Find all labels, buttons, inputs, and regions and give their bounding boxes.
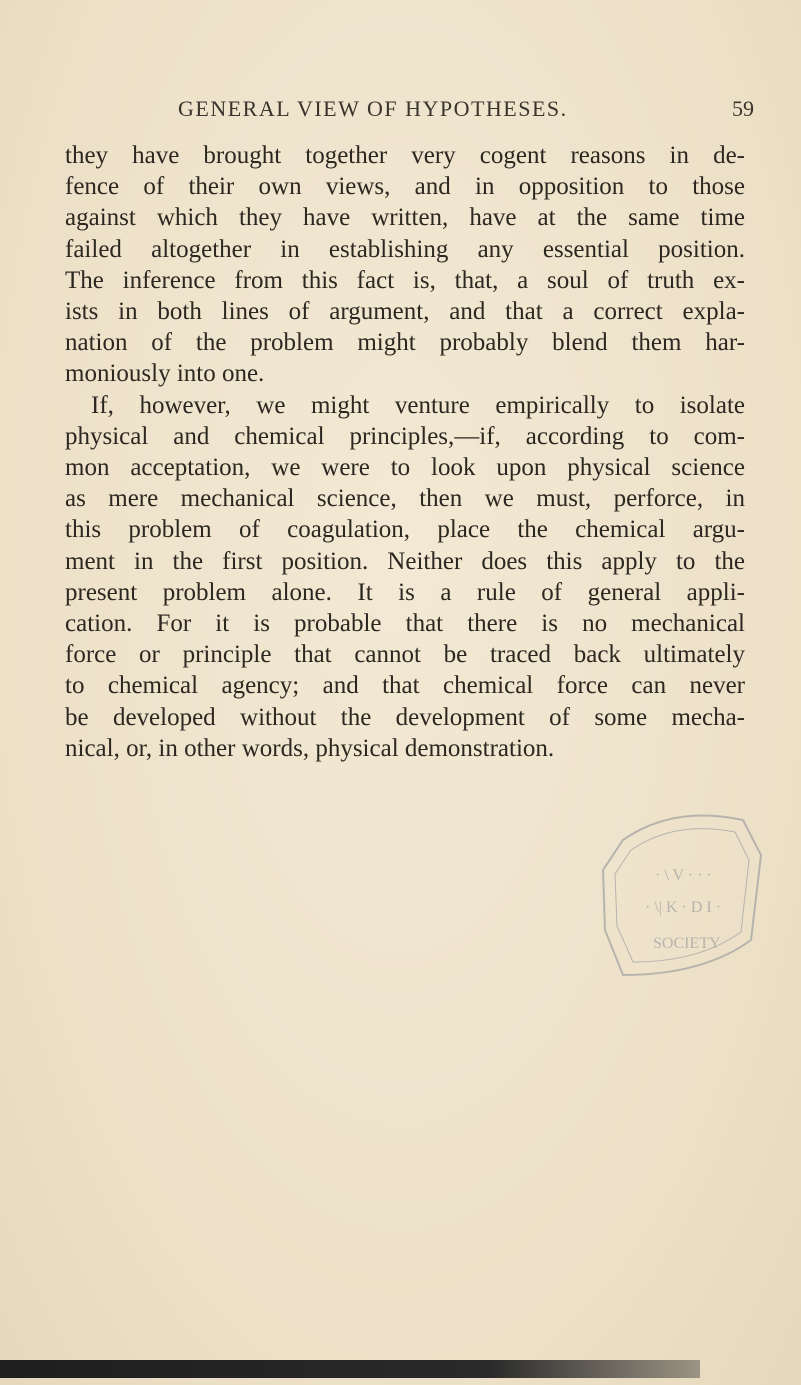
library-stamp-icon bbox=[593, 800, 767, 982]
text-line: fence of their own views, and in opposition to those bbox=[65, 173, 745, 201]
text-line: cation. For it is probable that there is no mechanical bbox=[65, 610, 745, 638]
text-line: ment in the first position. Neither does this apply to the bbox=[65, 547, 745, 575]
text-line: mon acceptation, we were to look upon physical science bbox=[65, 454, 745, 482]
paragraph-1 bbox=[65, 140, 745, 390]
text-line: If, however, we might venture empirically to isolate bbox=[91, 391, 745, 419]
text-line: physical and chemical principles,—if, according to com- bbox=[65, 422, 745, 450]
page-number: 59 bbox=[732, 96, 754, 121]
running-title: GENERAL VIEW OF HYPOTHESES. bbox=[178, 96, 568, 121]
text-line: The inference from this fact is, that, a soul of truth ex- bbox=[65, 266, 745, 294]
text-line: ists in both lines of argument, and that a correct expla- bbox=[65, 298, 745, 326]
stamp-text: SOCIETY bbox=[653, 935, 721, 952]
text-line: present problem alone. It is a rule of general appli- bbox=[65, 578, 745, 606]
text-line: force or principle that cannot be traced back ultimately bbox=[65, 641, 745, 669]
text-line: moniously into one. bbox=[65, 360, 265, 388]
text-line: nation of the problem might probably blend them har- bbox=[65, 329, 745, 357]
text-line: as mere mechanical science, then we must, perforce, in bbox=[65, 485, 745, 513]
svg-text:· \ V · · ·: · \ V · · · bbox=[655, 867, 712, 884]
text-line: against which they have written, have at the same time bbox=[65, 204, 745, 232]
body-text bbox=[65, 140, 745, 764]
text-line: they have brought together very cogent reasons in de- bbox=[65, 142, 745, 169]
text-line: failed altogether in establishing any essential position. bbox=[65, 235, 745, 263]
text-line: to chemical agency; and that chemical force can never bbox=[65, 672, 745, 700]
running-head bbox=[0, 96, 801, 126]
text-line: this problem of coagulation, place the chemical argu- bbox=[65, 516, 745, 544]
paragraph-2 bbox=[65, 390, 745, 764]
svg-text:· \| K · D I ·: · \| K · D I · bbox=[645, 899, 722, 916]
scan-edge-bar bbox=[0, 1360, 700, 1378]
text-line: be developed without the development of some mecha- bbox=[65, 703, 745, 731]
text-line: nical, or, in other words, physical demonstration. bbox=[65, 734, 555, 762]
